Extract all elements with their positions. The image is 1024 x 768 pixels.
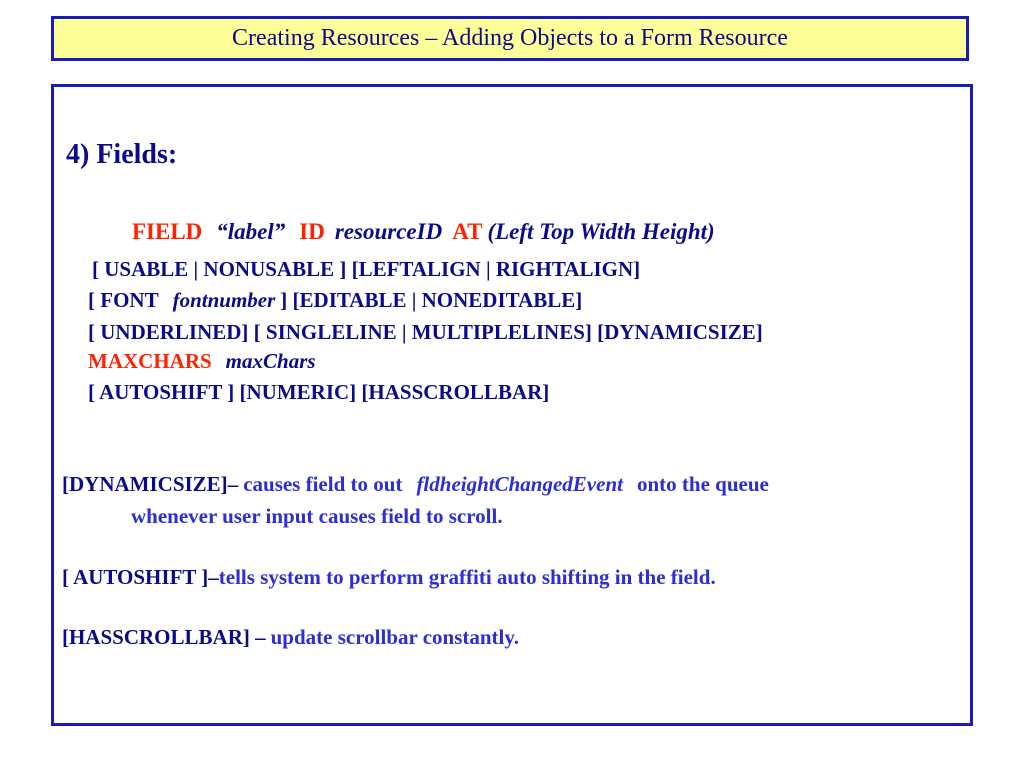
note-dynamicsize-desc: causes field to out [243,472,403,496]
slide-title-box [51,16,969,61]
keyword-id: ID [299,219,325,244]
maxchars-argument: maxChars [225,349,316,373]
note-hasscrollbar [62,625,519,650]
note-hasscrollbar-desc: update scrollbar constantly. [270,625,519,649]
note-dynamicsize-desc-end: onto the queue [636,472,769,496]
resourceid-argument: resourceID [334,219,443,244]
note-autoshift-term: [ AUTOSHIFT ]– [62,565,219,589]
note-autoshift [62,565,716,590]
note-dynamicsize-event: fldheightChangedEvent [416,472,623,496]
keyword-at: AT [452,219,483,244]
keyword-maxchars: MAXCHARS [88,349,212,373]
note-dynamicsize [62,472,769,497]
syntax-line-maxchars [88,349,316,374]
slide-title: Creating Resources – Adding Objects to a Form Resource [232,25,788,51]
note-hasscrollbar-term: [HASSCROLLBAR] – [62,625,266,649]
syntax-line-usable: [ USABLE | NONUSABLE ] [LEFTALIGN | RIGHTALIGN] [92,257,641,281]
syntax-line-autoshift: [ AUTOSHIFT ] [NUMERIC] [HASSCROLLBAR] [88,380,550,404]
fontnumber-argument: fontnumber [172,288,276,312]
section-heading: 4) Fields: [66,139,178,170]
syntax-line-underlined: [ UNDERLINED] [ SINGLELINE | MULTIPLELINES] [DYNAMICSIZE] [88,320,763,344]
font-prefix: [ FONT [88,288,159,312]
syntax-line-field [132,219,715,245]
syntax-line-font [88,288,582,313]
slide-content-box [51,84,973,726]
note-dynamicsize-term: [DYNAMICSIZE]– [62,472,239,496]
note-dynamicsize-desc-line2: whenever user input causes field to scroll. [131,504,503,528]
note-autoshift-desc: tells system to perform graffiti auto shifting in the field. [218,565,716,589]
at-arguments: (Left Top Width Height) [487,219,715,244]
keyword-field: FIELD [132,219,203,244]
font-suffix: ] [EDITABLE | NONEDITABLE] [280,288,583,312]
label-argument: “label” [216,219,286,244]
